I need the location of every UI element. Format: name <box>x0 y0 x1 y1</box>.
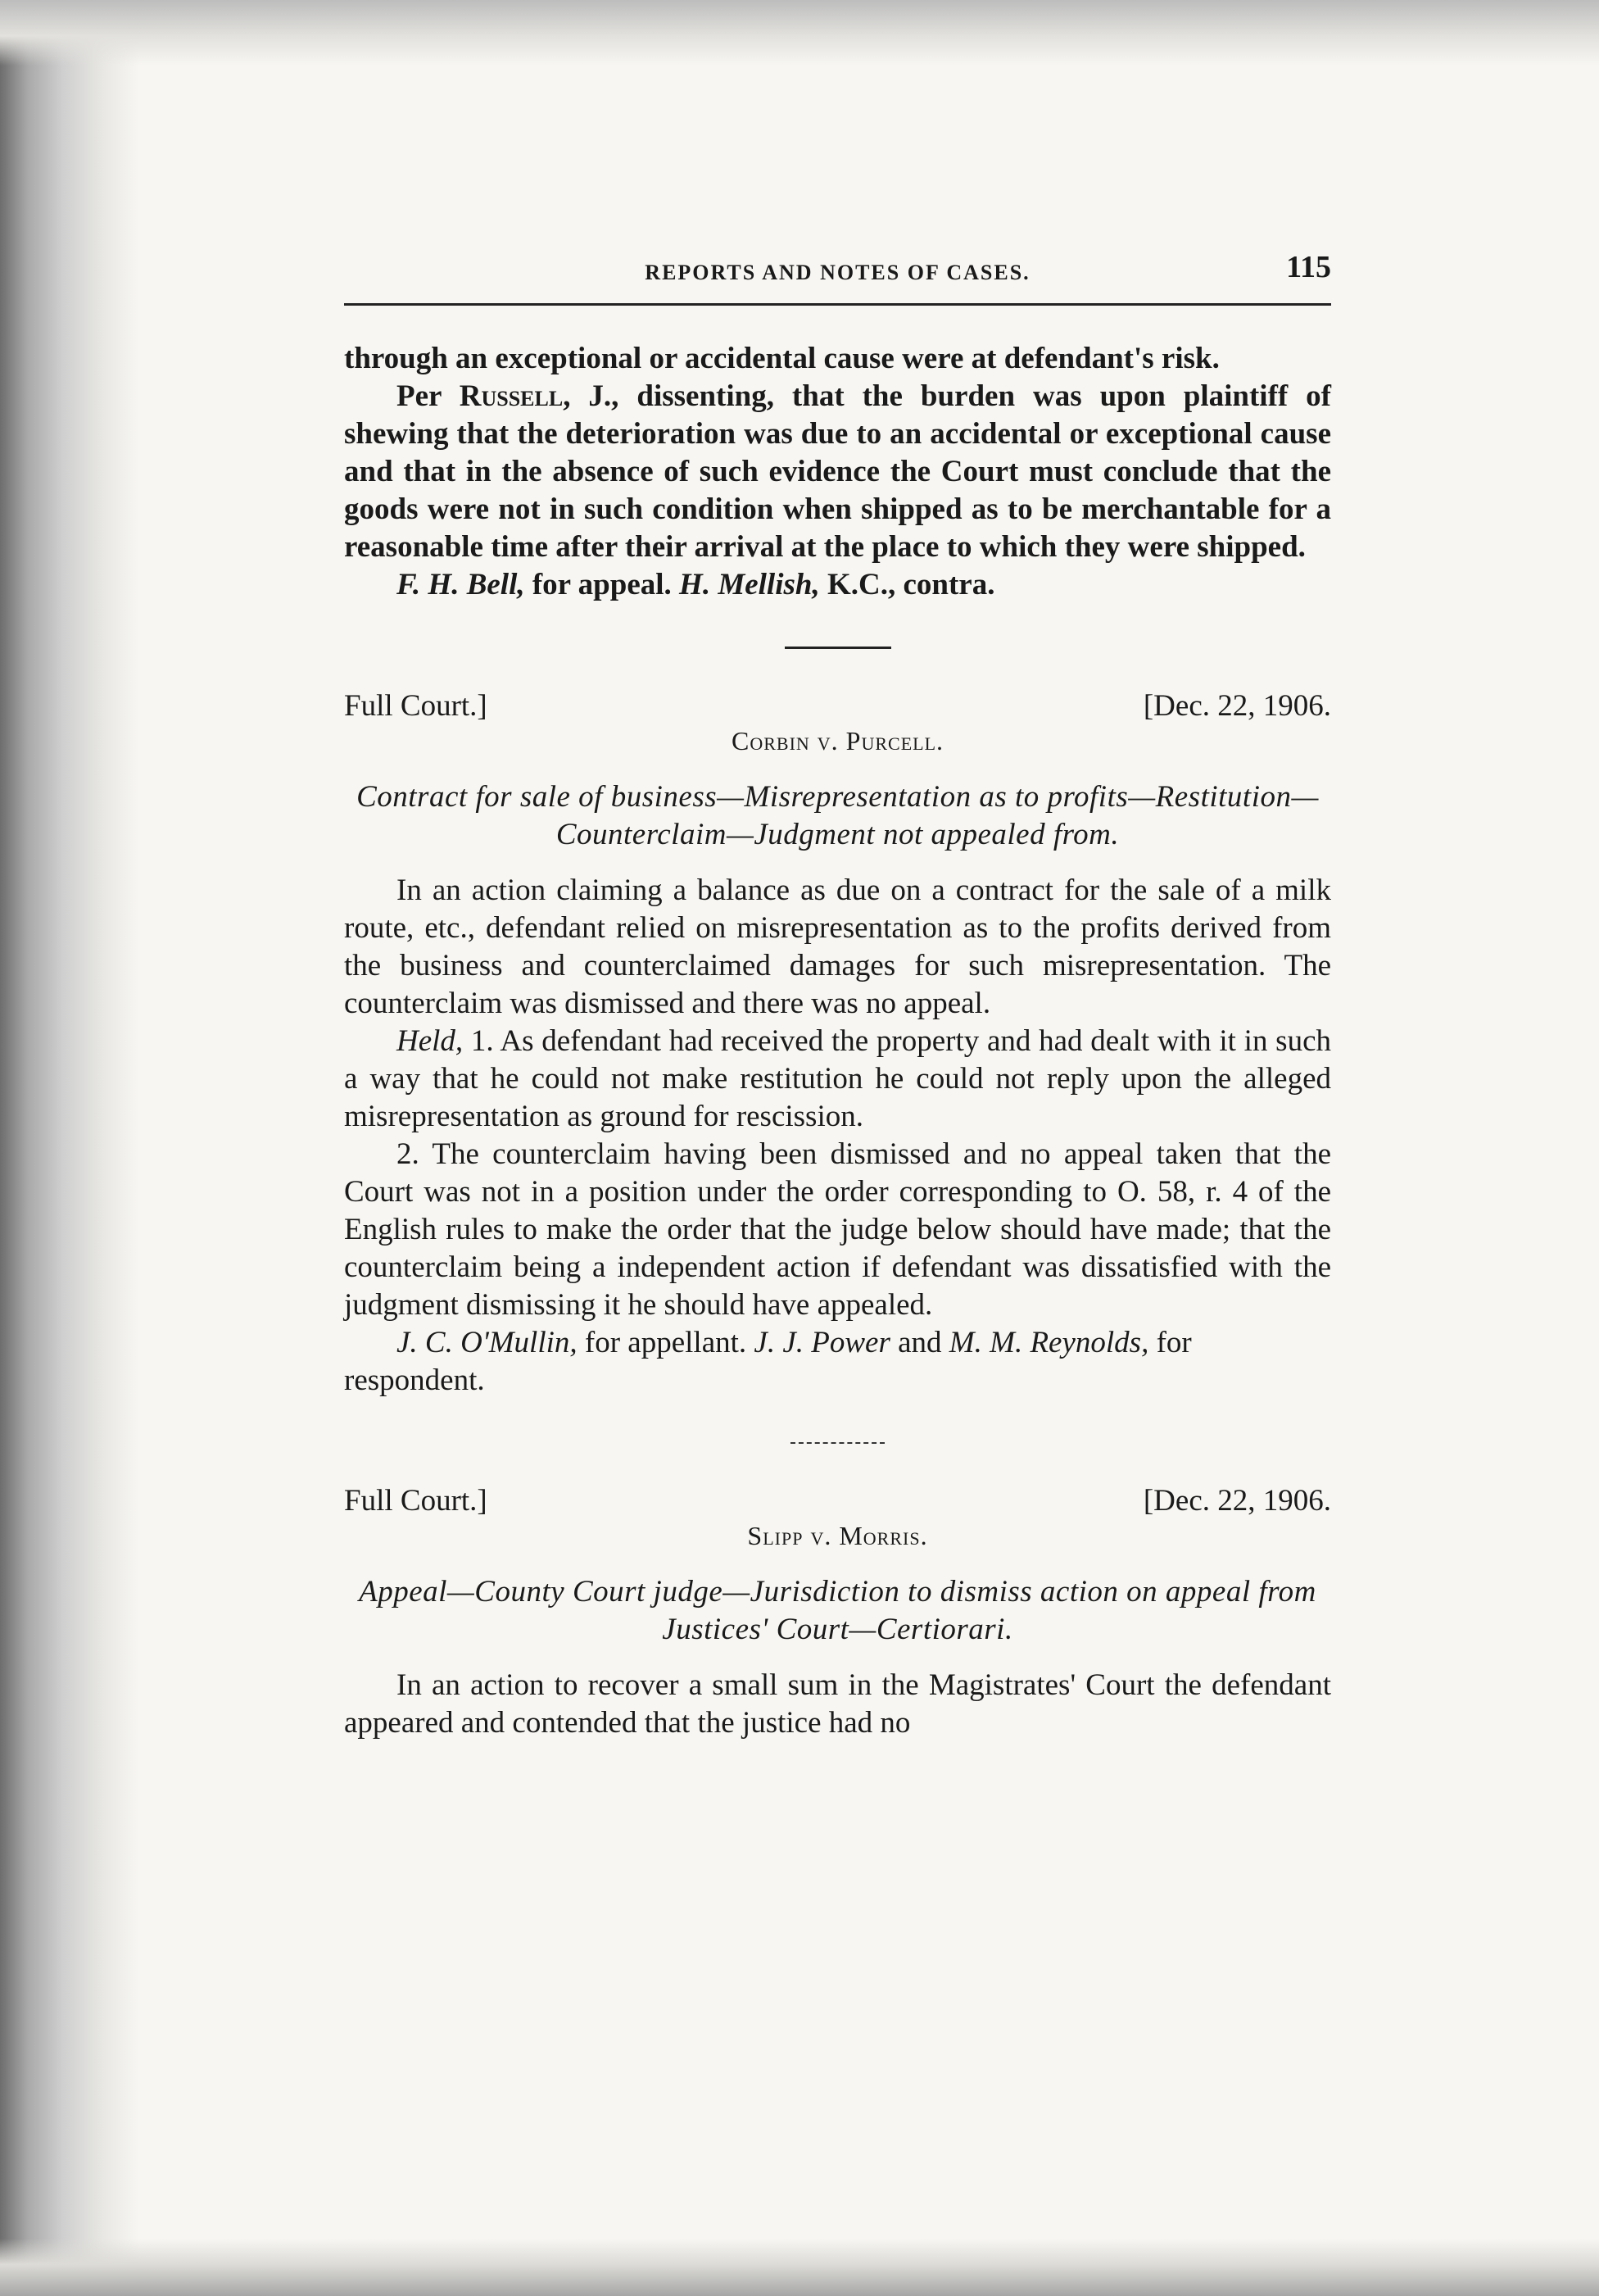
dissent-judge: Russell <box>459 379 564 413</box>
continued-paragraph: through an exceptional or accidental cause were at defendant's risk. <box>344 342 1220 375</box>
held-text: 1. As defendant had received the property and had dealt with it in such a way that he could not make restitution he could not reply upon the alleged misrepresentation as ground for rescission. <box>344 1024 1331 1133</box>
running-header <box>344 246 1331 306</box>
page-content <box>344 246 1331 1742</box>
held-paragraph <box>344 1023 1331 1136</box>
case-title: Slipp v. Morris. <box>747 1521 928 1550</box>
counsel-line <box>344 1324 1331 1400</box>
counsel-role: for appeal. <box>524 568 680 601</box>
page-number: 115 <box>1286 250 1331 284</box>
counsel-join: and <box>890 1326 949 1359</box>
scan-shadow-top <box>0 0 1599 66</box>
case-paragraph: In an action claiming a balance as due on a contract for the sale of a milk route, etc., defendant relied on misrepresentation as to the profits derived from the business and counterclaimed damages for such misrepresentation. The counterclaim was dismissed and there was no appeal. <box>344 873 1331 1020</box>
counsel-line <box>344 566 1331 604</box>
court-date-line <box>344 688 1331 724</box>
counsel-name: F. H. Bell, <box>396 568 525 601</box>
running-title: REPORTS AND NOTES OF CASES. <box>645 261 1031 284</box>
counsel-name: M. M. Reynolds, <box>949 1326 1149 1359</box>
dissent-text: , J., dissenting, that the burden was upon plaintiff of shewing that the deterioration was due to an accidental or exceptional cause and that in the absence of such evidence the Court must conclude that the goods were not in such condition when shipped as to be merchantable for a reasonable time after their arrival at the place to which they were shipped. <box>344 379 1332 564</box>
section-divider <box>785 647 891 649</box>
scan-shadow-left <box>0 0 139 2296</box>
counsel-name: H. Mellish, <box>679 568 820 601</box>
case-title: Corbin v. Purcell. <box>731 726 944 756</box>
counsel-role: K.C., contra. <box>819 568 995 601</box>
counsel-name: J. C. O'Mullin, <box>396 1326 578 1359</box>
dissent-paragraph <box>344 378 1331 566</box>
held-label: Held, <box>396 1024 464 1058</box>
counsel-role: for respondent. <box>344 1326 1192 1397</box>
scan-shadow-bottom <box>0 2239 1599 2296</box>
case-paragraph: 2. The counterclaim having been dismissed and no appeal taken that the Court was not in a position under the order corresponding to O. 58, r. 4 of the English rules to make the order that the judge below should have made; that the counterclaim being a independent action if defendant was dissatisfied with the judgment dismissing it he should have appealed. <box>344 1137 1331 1322</box>
counsel-role: for appellant. <box>577 1326 754 1359</box>
decision-date: [Dec. 22, 1906. <box>1143 1484 1331 1518</box>
section-divider <box>790 1442 885 1444</box>
court-name: Full Court.] <box>344 689 487 723</box>
court-date-line <box>344 1483 1331 1519</box>
counsel-name: J. J. Power <box>754 1326 890 1359</box>
case-headnote: Appeal—County Court judge—Jurisdiction to dismiss action on appeal from Justices' Court—Certiorari. <box>359 1575 1316 1646</box>
case-paragraph: In an action to recover a small sum in the Magistrates' Court the defendant appeared and contended that the justice had no <box>344 1668 1331 1740</box>
dissent-lead: Per <box>396 379 460 413</box>
case-headnote: Contract for sale of business—Misrepresentation as to profits—Restitution—Counterclaim—Judgment not appealed from. <box>356 780 1319 851</box>
decision-date: [Dec. 22, 1906. <box>1143 689 1331 723</box>
court-name: Full Court.] <box>344 1484 487 1518</box>
